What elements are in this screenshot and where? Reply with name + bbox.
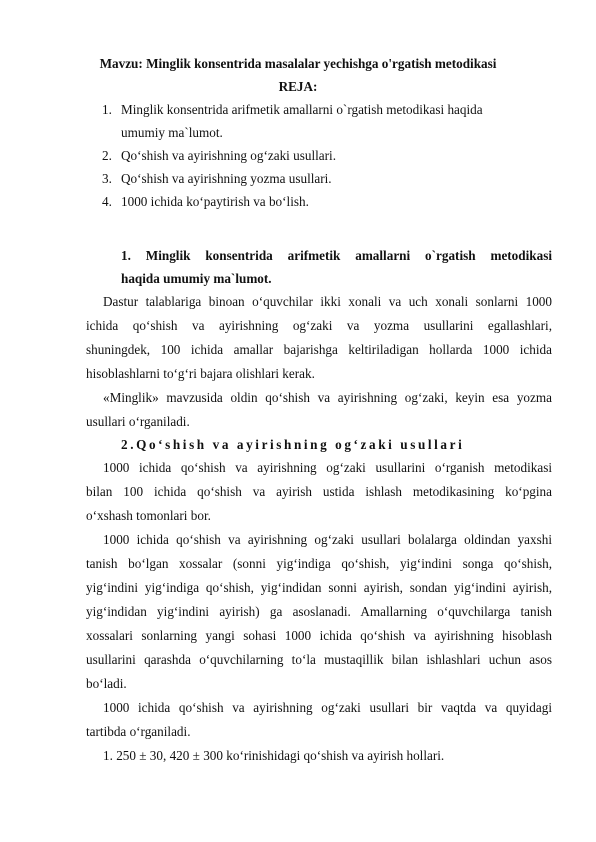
paragraph-line: tanish bo‘lgan xossalar (sonni yig‘indiga qo‘shish, yig‘indini songa qo‘shish,	[86, 556, 552, 571]
plan-item-text: Minglik konsentrida arifmetik amallarni o`rgatish metodikasi haqida	[121, 102, 483, 117]
paragraph-line: 1000 ichida qo‘shish va ayirishning og‘zaki usullarini o‘rganish metodikasi	[103, 460, 552, 475]
paragraph-line: hisoblashlarni to‘g‘ri bajara olishlari kerak.	[86, 366, 315, 381]
paragraph-line: usullari o‘rganiladi.	[86, 414, 190, 429]
paragraph-line: bilan 100 ichida qo‘shish va ayirish ustida ishlash metodikasining ko‘pgina	[86, 484, 552, 499]
document-title: Mavzu: Minglik konsentrida masalalar yechishga o'rgatish metodikasi	[99, 56, 497, 71]
paragraph-line: 1000 ichida qo‘shish va ayirishning og‘zaki usullari bir vaqtda va quyidagi	[103, 700, 552, 715]
section1-heading: 1. Minglik konsentrida arifmetik amallarni o`rgatish metodikasi	[121, 248, 552, 263]
plan-heading: REJA:	[278, 79, 318, 94]
plan-item-number: 3.	[102, 171, 112, 186]
plan-item-number: 2.	[102, 148, 112, 163]
paragraph-line: usullarini qarashda o‘quvchilarning to‘la mustaqillik bilan ishlashlari uchun asos	[86, 652, 552, 667]
plan-item-text: Qo‘shish va ayirishning yozma usullari.	[121, 171, 332, 186]
paragraph-line: 1. 250 ± 30, 420 ± 300 ko‘rinishidagi qo‘shish va ayirish hollari.	[103, 748, 445, 763]
plan-item-number: 1.	[102, 102, 112, 117]
paragraph-line: 1000 ichida qo‘shish va ayirishning og‘zaki usullari bolalarga oldindan yaxshi	[103, 532, 552, 547]
plan-item-number: 4.	[102, 194, 112, 209]
section1-heading-continued: haqida umumiy ma`lumot.	[121, 271, 272, 286]
paragraph-line: ichida qo‘shish va ayirishning og‘zaki va yozma usullarini egallashlari,	[86, 318, 552, 333]
paragraph-line: tartibda o‘rganiladi.	[86, 724, 191, 739]
plan-item-text: 1000 ichida ko‘paytirish va bo‘lish.	[121, 194, 309, 209]
paragraph-line: Dastur talablariga binoan o‘quvchilar ikki xonali va uch xonali sonlarni 1000	[103, 294, 552, 309]
paragraph-line: yig‘indidan yig‘indini ayirish) ga asoslanadi. Amallarning o‘quvchilarga tanish	[86, 604, 552, 619]
paragraph-line: yig‘indini yig‘indiga qo‘shish, yig‘indidan sonni ayirish, sondan yig‘indini ayirish,	[86, 580, 552, 595]
paragraph-line: bo‘ladi.	[86, 676, 127, 691]
paragraph-line: xossalari sonlarning yangi sohasi 1000 ichida qo‘shish va ayirishning hisoblash	[86, 628, 552, 643]
paragraph-line: «Minglik» mavzusida oldin qo‘shish va ayirishning og‘zaki, keyin esa yozma	[103, 390, 552, 405]
section2-heading: 2.Qo‘shish va ayirishning og‘zaki usullari	[121, 437, 465, 452]
plan-item-text-continued: umumiy ma`lumot.	[121, 125, 223, 140]
paragraph-line: shuningdek, 100 ichida amallar bajarishga keltiriladigan hollarda 1000 ichida	[86, 342, 552, 357]
plan-item-text: Qo‘shish va ayirishning og‘zaki usullari.	[121, 148, 336, 163]
paragraph-line: o‘xshash tomonlari bor.	[86, 508, 211, 523]
